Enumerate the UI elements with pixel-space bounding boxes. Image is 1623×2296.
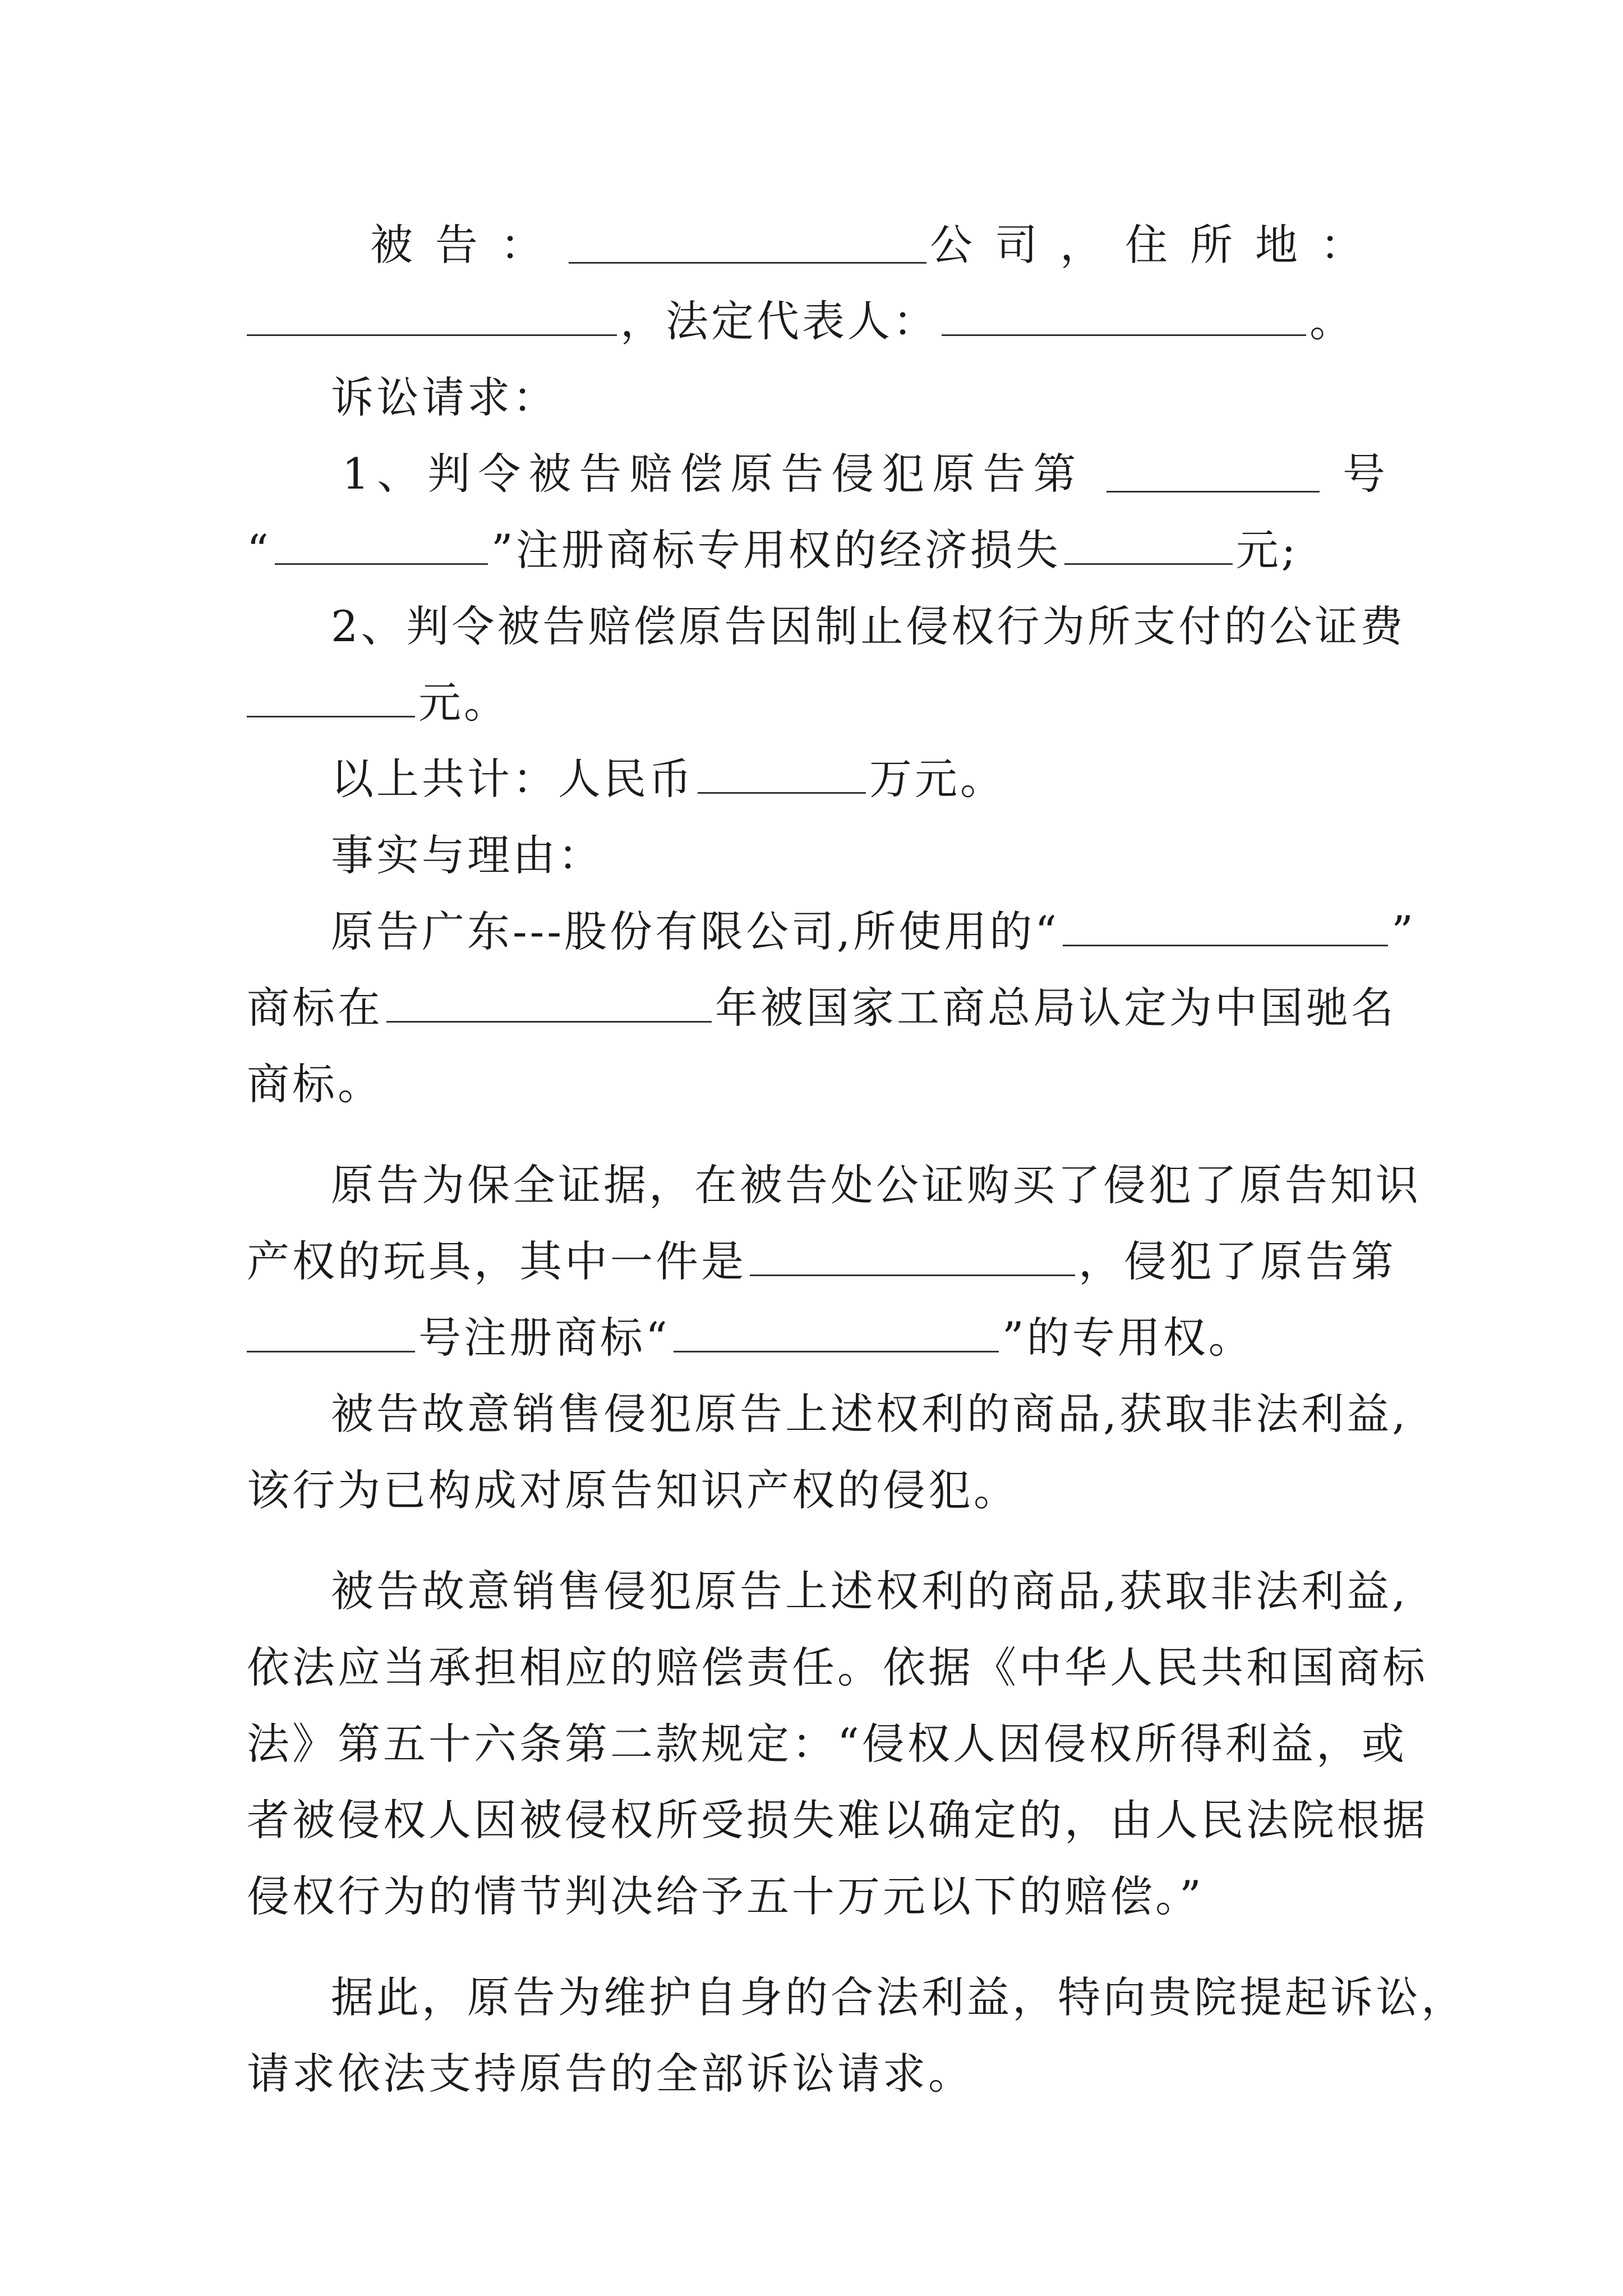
legal-rep-blank[interactable] xyxy=(942,300,1306,336)
claim-1-loss-text: ”注册商标专用权的经济损失 xyxy=(491,525,1061,575)
facts-para-1-line-b xyxy=(247,966,1396,1050)
toy-name-blank[interactable] xyxy=(750,1240,1075,1276)
claims-heading: 诉讼请求： xyxy=(331,372,558,422)
total-amount-blank[interactable] xyxy=(698,757,866,794)
facts-para-4-line-d: 者被侵权人因被侵权所受损失难以确定的，由人民法院根据 xyxy=(247,1795,1428,1845)
facts-para-2-line-a: 原告为保全证据，在被告处公证购买了侵犯了原告知识 xyxy=(331,1160,1421,1210)
defendant-label: 被告： xyxy=(370,220,565,270)
facts-heading: 事实与理由： xyxy=(331,830,603,880)
facts-para-4-line-c: 法》第五十六条第二款规定：“侵权人因侵权所得利益，或 xyxy=(247,1719,1407,1769)
claim-1-line-b xyxy=(247,508,1385,592)
defendant-company-blank[interactable] xyxy=(569,227,926,264)
notary-fee-blank[interactable] xyxy=(247,681,415,717)
facts-para-4-line-e: 侵权行为的情节判决给予五十万元以下的赔偿。” xyxy=(247,1871,1204,1921)
claim-1-text: 1、判令被告赔偿原告侵犯原告第 xyxy=(342,449,1084,499)
claim-2-amount-line xyxy=(247,661,1385,745)
number-suffix: 号 xyxy=(1342,449,1385,499)
facts-para-2-line-c xyxy=(247,1296,1385,1380)
defendant-line xyxy=(370,203,1385,287)
total-label: 以上共计：人民币 xyxy=(331,754,694,804)
yuan-suffix: 元; xyxy=(1235,525,1299,575)
legal-rep-label: ，法定代表人： xyxy=(620,296,938,346)
infringed-label: ，侵犯了原告第 xyxy=(1078,1236,1396,1286)
claim-2-yuan: 元。 xyxy=(418,678,509,728)
exclusive-right-label: ”的专用权。 xyxy=(1002,1313,1254,1363)
plaintiff-intro: 原告广东---股份有限公司,所使用的“ xyxy=(331,907,1060,956)
total-unit: 万元。 xyxy=(869,754,1006,804)
trademark-name-blank[interactable] xyxy=(275,528,488,565)
registered-trademark-blank[interactable] xyxy=(674,1316,999,1352)
conclusion-line-b: 请求依法支持原告的全部诉讼请求。 xyxy=(247,2049,974,2099)
loss-amount-blank[interactable] xyxy=(1064,528,1233,565)
conclusion-line-a: 据此，原告为维护自身的合法利益，特向贵院提起诉讼， xyxy=(331,1972,1467,2022)
used-trademark-blank[interactable] xyxy=(1063,910,1388,946)
line-end-period: 。 xyxy=(1310,296,1355,346)
company-address-label: 公司，住所地： xyxy=(930,220,1385,270)
facts-para-2-line-b xyxy=(247,1220,1396,1304)
close-quote: ” xyxy=(1391,907,1416,956)
address-blank[interactable] xyxy=(247,300,617,336)
total-line xyxy=(331,737,1469,821)
registered-number-blank[interactable] xyxy=(247,1316,415,1352)
trademark-number-blank[interactable] xyxy=(1106,456,1320,493)
open-quote: “ xyxy=(247,525,271,575)
registered-trademark-label: 号注册商标“ xyxy=(418,1313,670,1363)
facts-para-4-line-a: 被告故意销售侵犯原告上述权利的商品,获取非法利益, xyxy=(331,1566,1409,1616)
address-legal-rep-line xyxy=(247,279,1385,364)
claim-1-line-a xyxy=(342,432,1385,516)
claim-2-line: 2、判令被告赔偿原告因制止侵权行为所支付的公证费 xyxy=(331,601,1406,651)
facts-para-1-line-c: 商标。 xyxy=(247,1059,383,1109)
recognition-text: 年被国家工商总局认定为中国驰名 xyxy=(715,983,1396,1033)
facts-para-4-line-b: 依法应当承担相应的赔偿责任。依据《中华人民共和国商标 xyxy=(247,1642,1428,1692)
recognition-year-blank[interactable] xyxy=(386,986,712,1023)
facts-para-1-line-a xyxy=(331,890,1469,974)
trademark-in-label: 商标在 xyxy=(247,983,383,1033)
toy-intro: 产权的玩具，其中一件是 xyxy=(247,1236,746,1286)
facts-para-3-line-b: 该行为已构成对原告知识产权的侵犯。 xyxy=(247,1465,1019,1515)
facts-para-3-line-a: 被告故意销售侵犯原告上述权利的商品,获取非法利益, xyxy=(331,1389,1409,1439)
